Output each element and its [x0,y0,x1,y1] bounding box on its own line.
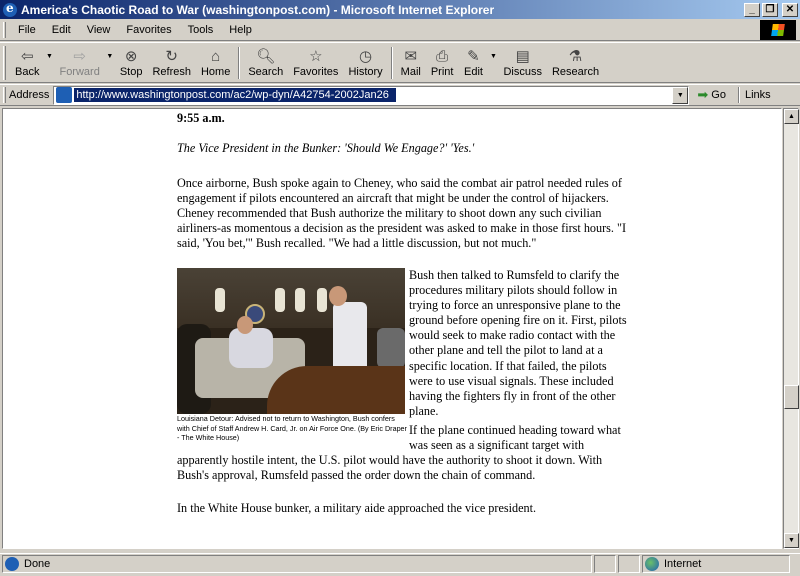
edit-icon: ✎ [467,48,480,65]
ie-icon [3,3,17,17]
home-button[interactable] [196,44,235,82]
scroll-thumb[interactable] [784,385,799,409]
toolbar-separator [391,47,393,79]
search-icon: 🔍︎ [256,48,276,65]
section-subhead: The Vice President in the Bunker: 'Should We Engage?' 'Yes.' [177,141,475,155]
print-label: Print [430,66,454,78]
status-bar [0,553,800,574]
address-bar [0,84,800,106]
address-input[interactable] [74,88,396,102]
address-grip[interactable] [3,87,6,103]
favorites-icon: ☆ [309,48,323,65]
page-content [2,108,782,549]
research-icon: ⚗ [568,48,583,65]
maximize-button[interactable]: ❐ [762,3,778,17]
edit-dropdown-icon[interactable]: ▼ [490,53,497,60]
vertical-scrollbar[interactable] [783,108,799,549]
back-arrow-icon: ⇦ [20,48,34,65]
menu-bar [0,19,800,41]
menu-edit[interactable]: Edit [51,23,71,36]
links-button[interactable]: Links [744,89,771,101]
status-text-area [2,555,592,573]
toolbar-separator [238,47,240,79]
go-label: Go [711,89,726,101]
research-button[interactable] [547,44,604,82]
discuss-label: Discuss [503,66,542,78]
window-title: America's Chaotic Road to War (washingtonpost.com) - Microsoft Internet Explorer [21,2,495,17]
status-cell [594,555,616,573]
address-dropdown-icon[interactable]: ▼ [672,87,688,104]
favorites-button[interactable] [288,44,343,82]
close-button[interactable]: ✕ [782,3,798,17]
menu-view[interactable]: View [86,23,111,36]
stop-icon: ⊗ [124,48,138,65]
history-icon: ◷ [359,48,373,65]
photo-caption: Louisiana Detour: Advised not to return to Washington, Bush confers with Chief of Staff Andrew H. Card, Jr. on Air Force One. (By Eric Draper - The White House) [177,414,407,442]
printer-icon: ⎙ [436,47,449,65]
scroll-down-icon[interactable]: ▼ [784,533,799,548]
forward-button[interactable] [54,44,104,82]
stop-button[interactable] [115,44,148,82]
zone-text: Internet [664,558,702,570]
status-cell [618,555,640,573]
minimize-button[interactable]: _ [744,3,760,17]
globe-icon [645,557,659,571]
mail-icon: ✉ [404,48,418,65]
history-label: History [348,66,383,78]
home-label: Home [200,66,231,78]
edit-label: Edit [463,66,483,78]
go-arrow-icon: ➡ [697,87,709,102]
refresh-button[interactable] [147,44,196,82]
article-paragraph: If the plane continued heading toward what was seen as a significant target with [409,423,621,453]
print-button[interactable] [426,44,459,82]
menu-file[interactable]: File [18,23,36,36]
go-button[interactable] [697,87,726,103]
back-button[interactable] [10,44,44,82]
search-button[interactable] [243,44,288,82]
mail-label: Mail [400,66,421,78]
links-separator [738,87,740,103]
windows-logo-throbber [760,20,796,40]
address-field[interactable] [53,86,689,105]
air-force-one-photo[interactable] [177,268,405,414]
security-zone [642,555,790,573]
windows-flag-icon [771,24,785,36]
stop-label: Stop [119,66,143,78]
discuss-button[interactable] [498,44,547,82]
forward-arrow-icon: ⇨ [73,48,86,65]
menu-help[interactable]: Help [229,23,252,36]
home-icon: ⌂ [211,47,221,65]
back-label: Back [15,66,40,78]
status-text: Done [24,558,51,570]
scroll-up-icon[interactable]: ▲ [784,109,799,124]
edit-button[interactable] [458,44,488,82]
article-paragraph: apparently hostile intent, the U.S. pilot would have the authority to shoot it down. With Bush's approval, Rumsfeld passed the order down the chain of command. [177,453,603,483]
refresh-icon: ↻ [165,48,178,65]
menu-tools[interactable]: Tools [187,23,214,36]
page-icon [56,87,72,103]
toolbar-grip[interactable] [3,46,6,80]
standard-toolbar [0,42,800,83]
article-figure [177,268,407,443]
mail-button[interactable] [396,44,426,82]
discuss-icon: ▤ [515,48,530,65]
address-label: Address [9,89,50,101]
menu-favorites[interactable]: Favorites [126,23,172,36]
forward-dropdown-icon[interactable]: ▼ [106,53,114,60]
forward-label: Forward [59,66,100,78]
page-done-icon [5,557,19,571]
back-dropdown-icon[interactable]: ▼ [46,53,53,60]
title-bar [0,0,800,19]
time-heading: 9:55 a.m. [177,111,225,125]
menu-grip[interactable] [3,22,6,38]
refresh-label: Refresh [152,66,191,78]
search-label: Search [248,66,284,78]
research-label: Research [551,66,600,78]
article-paragraph: Once airborne, Bush spoke again to Cheney, who said the combat air patrol needed rules of engagement if pilots encountered an aircraft that might be under the control of hijackers. Cheney recommended that Bush authorize the military to shoot down any such civilian airliners-as momentous a decision as the president was asked to make in those first hours. "I said, 'You bet,'" Bush recalled. "We had a little discussion, but not much." [177,176,627,251]
history-button[interactable] [343,44,387,82]
article-paragraph: In the White House bunker, a military aide approached the vice president. [177,501,537,515]
favorites-label: Favorites [293,66,339,78]
article-paragraph: Bush then talked to Rumsfeld to clarify the procedures military pilots should follow in trying to force an unresponsive plane to the ground before opening fire on it. First, pilots would seek to make radio contact with the other plane and tell the pilot to land at a specific location. If that failed, the pilots were to use visual signals. These included having the fighters fly in front of the other plane. [409,268,627,418]
